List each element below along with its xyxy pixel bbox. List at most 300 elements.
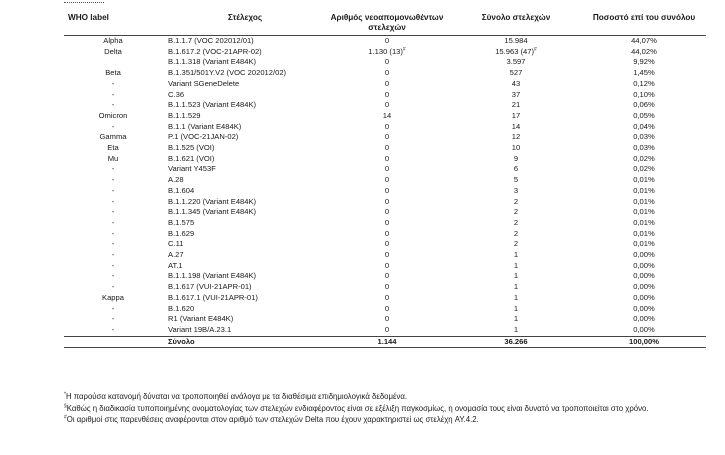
header-percentage: Ποσοστό επί του συνόλου [582, 13, 706, 36]
row-total-strains [450, 261, 582, 272]
table-row [64, 143, 706, 154]
row-percentage [582, 132, 706, 143]
row-who-label [64, 197, 162, 208]
row-who-label [64, 68, 162, 79]
total-strains: 36.266 [450, 336, 582, 348]
row-who-label [64, 47, 162, 58]
row-total-strains-text: 1 [513, 314, 519, 324]
row-new-isolated [324, 122, 450, 133]
row-percentage-text: 0,01% [633, 175, 655, 185]
row-total-strains-text: 2 [513, 196, 519, 206]
row-strain-text: C.11 [168, 239, 184, 249]
row-total-strains [450, 154, 582, 165]
table-row [64, 239, 706, 250]
row-who-label [64, 239, 162, 250]
row-who-label-text: Kappa [102, 292, 124, 302]
row-percentage-text: 0,00% [633, 314, 655, 324]
row-who-label [64, 111, 162, 122]
row-percentage [582, 293, 706, 304]
row-percentage [582, 282, 706, 293]
row-percentage-text: 0,02% [633, 164, 655, 174]
row-who-label-text: - [111, 164, 115, 174]
row-strain-text: B.1.604 [168, 185, 195, 195]
row-strain-text: Variant SGeneDelete [168, 78, 240, 88]
row-new-isolated-text: 1.130 (13) [368, 46, 403, 56]
row-total-strains [450, 186, 582, 197]
table-row [64, 175, 706, 186]
row-new-isolated-text: 0 [384, 68, 390, 78]
row-total-strains [450, 57, 582, 68]
row-total-strains-text: 2 [513, 228, 519, 238]
footnote-2-text: Καθώς η διαδικασία τυποποιημένης ονοματολογίας των στελεχών ενδιαφέροντος είναι σε εξέλιξη παγκοσμίως, η ονομασία τους είναι δυνατό να τροποποιείται στο χρόνο. [66, 403, 649, 413]
row-strain [162, 325, 324, 336]
row-strain [162, 100, 324, 111]
row-who-label-text: - [111, 282, 115, 292]
row-who-label [64, 175, 162, 186]
row-percentage [582, 218, 706, 229]
row-strain-text: B.1.525 (VOI) [168, 143, 215, 153]
row-new-isolated-text: 0 [384, 185, 390, 195]
row-total-strains [450, 229, 582, 240]
row-who-label [64, 282, 162, 293]
row-strain-text: A.27 [168, 250, 184, 260]
table-row [64, 68, 706, 79]
row-percentage-text: 0,00% [633, 260, 655, 270]
row-strain [162, 314, 324, 325]
row-who-label [64, 164, 162, 175]
table-row [64, 90, 706, 101]
row-percentage-text: 0,00% [633, 303, 655, 313]
row-total-strains [450, 122, 582, 133]
row-total-strains [450, 293, 582, 304]
total-label: Σύνολο [162, 336, 324, 348]
row-percentage [582, 186, 706, 197]
row-who-label-text: - [111, 185, 115, 195]
row-new-isolated [324, 218, 450, 229]
row-percentage-text: 0,05% [633, 110, 655, 120]
row-percentage [582, 197, 706, 208]
row-new-isolated [324, 271, 450, 282]
row-who-label [64, 154, 162, 165]
row-strain [162, 47, 324, 58]
row-percentage-text: 44,02% [631, 46, 657, 56]
row-total-strains-text: 6 [513, 164, 519, 174]
top-edge-mark [64, 2, 104, 6]
table-row [64, 111, 706, 122]
footnote-2-mark: § [64, 403, 67, 409]
row-new-isolated-text: 0 [384, 78, 390, 88]
row-new-isolated-text: 0 [384, 164, 390, 174]
footnote-3 [64, 414, 714, 426]
row-strain-text: B.1.1 (Variant E484K) [168, 121, 242, 131]
row-who-label-text: - [111, 324, 115, 334]
row-strain-text: B.1.1.220 (Variant E484K) [168, 196, 257, 206]
row-new-isolated-text: 0 [384, 239, 390, 249]
row-new-isolated [324, 36, 450, 47]
row-who-label-text: - [111, 175, 115, 185]
row-new-isolated [324, 261, 450, 272]
row-total-strains-text: 1 [513, 303, 519, 313]
row-strain-text: R1 (Variant E484K) [168, 314, 234, 324]
row-new-isolated-text: 0 [384, 228, 390, 238]
row-strain [162, 36, 324, 47]
row-strain-text: B.1.1.198 (Variant E484K) [168, 271, 257, 281]
footnote-1-text: Η παρούσα κατανομή δύναται να τροποποιηθεί ανάλογα με τα διαθέσιμα επιδημιολογικά δεδομένα. [65, 392, 408, 401]
row-percentage-text: 1,45% [633, 68, 655, 78]
row-new-isolated [324, 304, 450, 315]
row-new-isolated [324, 325, 450, 336]
row-total-strains [450, 36, 582, 47]
row-new-isolated [324, 79, 450, 90]
row-new-isolated-text: 0 [384, 260, 390, 270]
row-new-isolated [324, 132, 450, 143]
table-row [64, 197, 706, 208]
row-percentage-text: 0,00% [633, 271, 655, 281]
row-new-isolated-text: 0 [384, 314, 390, 324]
header-new-isolated: Αριθμός νεοαπομονωθέντων στελεχών [324, 13, 450, 36]
row-new-isolated [324, 186, 450, 197]
row-total-strains [450, 47, 582, 58]
footnote-2 [64, 403, 714, 415]
row-percentage-text: 0,00% [633, 250, 655, 260]
row-percentage [582, 314, 706, 325]
row-who-label-text: - [111, 271, 115, 281]
row-total-strains-text: 43 [511, 78, 521, 88]
row-strain [162, 282, 324, 293]
table-row [64, 314, 706, 325]
row-percentage [582, 36, 706, 47]
row-new-isolated [324, 68, 450, 79]
row-new-isolated [324, 154, 450, 165]
row-strain [162, 154, 324, 165]
row-new-isolated [324, 229, 450, 240]
row-who-label-text: - [111, 228, 115, 238]
row-total-strains-text: 1 [513, 292, 519, 302]
row-strain [162, 164, 324, 175]
row-strain [162, 218, 324, 229]
row-who-label [64, 271, 162, 282]
row-strain [162, 132, 324, 143]
row-new-isolated-text: 0 [384, 303, 390, 313]
row-who-label [64, 132, 162, 143]
table-row [64, 207, 706, 218]
table-row [64, 79, 706, 90]
row-who-label-text: Mu [107, 153, 119, 163]
row-strain-text: B.1.617.2 (VOC-21APR-02) [168, 46, 262, 56]
row-strain [162, 122, 324, 133]
row-percentage [582, 207, 706, 218]
row-total-strains-text: 2 [513, 239, 519, 249]
row-who-label-text: - [111, 196, 115, 206]
row-total-strains-text: 1 [513, 250, 519, 260]
row-percentage [582, 100, 706, 111]
row-who-label-text: - [111, 250, 115, 260]
total-who [64, 336, 162, 348]
row-strain [162, 68, 324, 79]
row-new-isolated-text: 14 [382, 110, 392, 120]
row-total-strains [450, 282, 582, 293]
table-row [64, 36, 706, 47]
row-percentage-text: 0,00% [633, 282, 655, 292]
row-who-label-text: - [111, 207, 115, 217]
row-new-isolated [324, 207, 450, 218]
row-strain [162, 90, 324, 101]
row-total-strains-text: 9 [513, 153, 519, 163]
row-strain-text: B.1.621 (VOI) [168, 153, 215, 163]
table-row [64, 304, 706, 315]
row-percentage [582, 304, 706, 315]
row-percentage-text: 0,01% [633, 217, 655, 227]
row-total-strains [450, 132, 582, 143]
row-new-isolated [324, 143, 450, 154]
row-who-label-text: Beta [105, 68, 121, 78]
row-new-isolated [324, 164, 450, 175]
row-total-strains-text: 21 [511, 100, 521, 110]
row-total-strains [450, 304, 582, 315]
row-new-isolated-text: 0 [384, 324, 390, 334]
row-who-label [64, 36, 162, 47]
total-new: 1.144 [324, 336, 450, 348]
header-total-strains: Σύνολο στελεχών [450, 13, 582, 36]
row-who-label [64, 325, 162, 336]
row-strain-text: A.28 [168, 175, 184, 185]
row-strain [162, 229, 324, 240]
row-who-label [64, 304, 162, 315]
header-who-label: WHO label [64, 13, 162, 36]
row-new-isolated [324, 111, 450, 122]
row-who-label [64, 143, 162, 154]
row-strain [162, 79, 324, 90]
row-who-label [64, 314, 162, 325]
row-percentage-text: 0,03% [633, 132, 655, 142]
row-new-isolated [324, 282, 450, 293]
row-new-isolated [324, 314, 450, 325]
row-total-strains-text: 3.597 [506, 57, 526, 67]
row-total-strains [450, 143, 582, 154]
table-row [64, 325, 706, 336]
row-new-isolated-text: 0 [384, 57, 390, 67]
row-total-strains [450, 218, 582, 229]
row-total-strains-text: 5 [513, 175, 519, 185]
row-who-label-text: - [111, 217, 115, 227]
row-new-isolated [324, 197, 450, 208]
row-total-strains-footnote-mark: # [534, 46, 537, 53]
row-total-strains-text: 15.984 [504, 36, 528, 45]
row-new-isolated-text: 0 [384, 250, 390, 260]
row-total-strains-text: 1 [513, 260, 519, 270]
row-new-isolated-text: 0 [384, 175, 390, 185]
row-strain-text: B.1.617 (VUI-21APR-01) [168, 282, 252, 292]
row-percentage-text: 0,04% [633, 121, 655, 131]
row-new-isolated [324, 175, 450, 186]
row-who-label [64, 250, 162, 261]
table-row [64, 47, 706, 58]
row-new-isolated [324, 293, 450, 304]
table-row [64, 132, 706, 143]
row-percentage-text: 9,92% [633, 57, 655, 67]
row-total-strains [450, 325, 582, 336]
row-strain-text: B.1.575 [168, 217, 195, 227]
row-strain [162, 197, 324, 208]
table-row [64, 186, 706, 197]
row-strain [162, 57, 324, 68]
row-strain [162, 250, 324, 261]
row-total-strains-text: 12 [511, 132, 521, 142]
header-strain: Στέλεχος [162, 13, 324, 36]
row-total-strains-text: 10 [511, 143, 521, 153]
row-who-label-text: - [111, 78, 115, 88]
table-row [64, 218, 706, 229]
row-percentage-text: 0,02% [633, 153, 655, 163]
table-row [64, 229, 706, 240]
row-total-strains [450, 90, 582, 101]
row-new-isolated-text: 0 [384, 143, 390, 153]
row-who-label-text: - [111, 100, 115, 110]
row-new-isolated-text: 0 [384, 207, 390, 217]
row-percentage [582, 79, 706, 90]
row-new-isolated [324, 90, 450, 101]
row-percentage-text: 0,01% [633, 228, 655, 238]
row-new-isolated-text: 0 [384, 292, 390, 302]
footnote-3-mark: # [64, 414, 67, 421]
total-percentage: 100,00% [582, 336, 706, 348]
row-who-label-text: - [111, 89, 115, 99]
row-strain-text: Variant 19B/A.23.1 [168, 324, 232, 334]
row-percentage [582, 122, 706, 133]
row-new-isolated [324, 239, 450, 250]
row-new-isolated-text: 0 [384, 153, 390, 163]
row-total-strains [450, 164, 582, 175]
row-percentage-text: 0,01% [633, 185, 655, 195]
row-new-isolated-text: 0 [384, 89, 390, 99]
row-total-strains [450, 100, 582, 111]
row-who-label-text: - [111, 239, 115, 249]
row-who-label [64, 57, 162, 68]
row-percentage [582, 271, 706, 282]
row-strain-text: B.1.1.529 [168, 110, 201, 120]
row-total-strains [450, 197, 582, 208]
row-strain-text: B.1.351/501Y.V2 (VOC 202012/02) [168, 68, 287, 78]
row-strain [162, 293, 324, 304]
row-who-label-text: Gamma [99, 132, 127, 142]
row-strain-text: Variant Y453F [168, 164, 216, 174]
row-strain-text: B.1.620 [168, 303, 195, 313]
row-total-strains-text: 3 [513, 185, 519, 195]
row-strain-text: B.1.1.318 (Variant E484K) [168, 57, 257, 67]
row-new-isolated-text: 0 [384, 271, 390, 281]
row-percentage-text: 44,07% [631, 36, 657, 45]
row-strain [162, 207, 324, 218]
row-percentage [582, 261, 706, 272]
row-strain [162, 261, 324, 272]
row-percentage-text: 0,00% [633, 324, 655, 334]
row-strain-text: AT.1 [168, 260, 183, 270]
row-percentage [582, 164, 706, 175]
table-row [64, 271, 706, 282]
row-percentage-text: 0,06% [633, 100, 655, 110]
footnote-1 [64, 391, 714, 403]
row-who-label [64, 293, 162, 304]
row-who-label-text: Delta [104, 46, 122, 56]
row-percentage-text: 0,01% [633, 196, 655, 206]
row-who-label [64, 229, 162, 240]
row-strain [162, 271, 324, 282]
row-percentage [582, 154, 706, 165]
row-total-strains-text: 2 [513, 207, 519, 217]
row-strain [162, 239, 324, 250]
row-new-isolated-text: 0 [384, 100, 390, 110]
row-total-strains [450, 239, 582, 250]
row-who-label [64, 218, 162, 229]
row-total-strains [450, 250, 582, 261]
row-strain [162, 186, 324, 197]
table-row [64, 57, 706, 68]
row-new-isolated [324, 100, 450, 111]
row-percentage [582, 90, 706, 101]
row-who-label [64, 79, 162, 90]
table-row [64, 261, 706, 272]
row-percentage [582, 239, 706, 250]
row-new-isolated-text: 0 [384, 196, 390, 206]
row-percentage [582, 143, 706, 154]
table-header-row [64, 13, 706, 36]
row-new-isolated [324, 47, 450, 58]
row-strain [162, 111, 324, 122]
row-strain-text: C.36 [168, 89, 185, 99]
row-total-strains [450, 314, 582, 325]
row-new-isolated-text: 0 [384, 282, 390, 292]
row-who-label-text: - [111, 260, 115, 270]
row-strain [162, 143, 324, 154]
footnotes [64, 391, 714, 426]
row-who-label-text: Eta [107, 143, 119, 153]
row-percentage-text: 0,01% [633, 207, 655, 217]
row-strain-text: B.1.617.1 (VUI-21APR-01) [168, 292, 258, 302]
row-total-strains [450, 207, 582, 218]
row-total-strains-text: 37 [511, 89, 521, 99]
row-strain-text: B.1.1.7 (VOC 202012/01) [168, 36, 254, 45]
row-new-isolated-text: 0 [384, 36, 390, 45]
row-new-isolated [324, 250, 450, 261]
row-strain-text: B.1.629 [168, 228, 195, 238]
row-percentage [582, 250, 706, 261]
row-who-label [64, 261, 162, 272]
row-new-isolated-text: 0 [384, 217, 390, 227]
row-total-strains [450, 175, 582, 186]
row-total-strains [450, 68, 582, 79]
table-row [64, 154, 706, 165]
row-who-label [64, 122, 162, 133]
row-percentage-text: 0,00% [633, 292, 655, 302]
row-total-strains-text: 14 [511, 121, 521, 131]
row-total-strains [450, 79, 582, 90]
row-percentage-text: 0,03% [633, 143, 655, 153]
row-who-label-text: Omicron [98, 110, 128, 120]
row-new-isolated-text: 0 [384, 132, 390, 142]
row-who-label-text: - [111, 303, 115, 313]
row-total-strains [450, 111, 582, 122]
row-total-strains-text: 1 [513, 282, 519, 292]
table-row [64, 122, 706, 133]
row-percentage [582, 175, 706, 186]
row-percentage-text: 0,12% [633, 78, 655, 88]
row-total-strains-text: 527 [509, 68, 523, 78]
table-row [64, 282, 706, 293]
row-new-isolated-text: 0 [384, 121, 390, 131]
row-percentage [582, 325, 706, 336]
row-total-strains-text: 17 [511, 110, 521, 120]
row-percentage-text: 0,01% [633, 239, 655, 249]
